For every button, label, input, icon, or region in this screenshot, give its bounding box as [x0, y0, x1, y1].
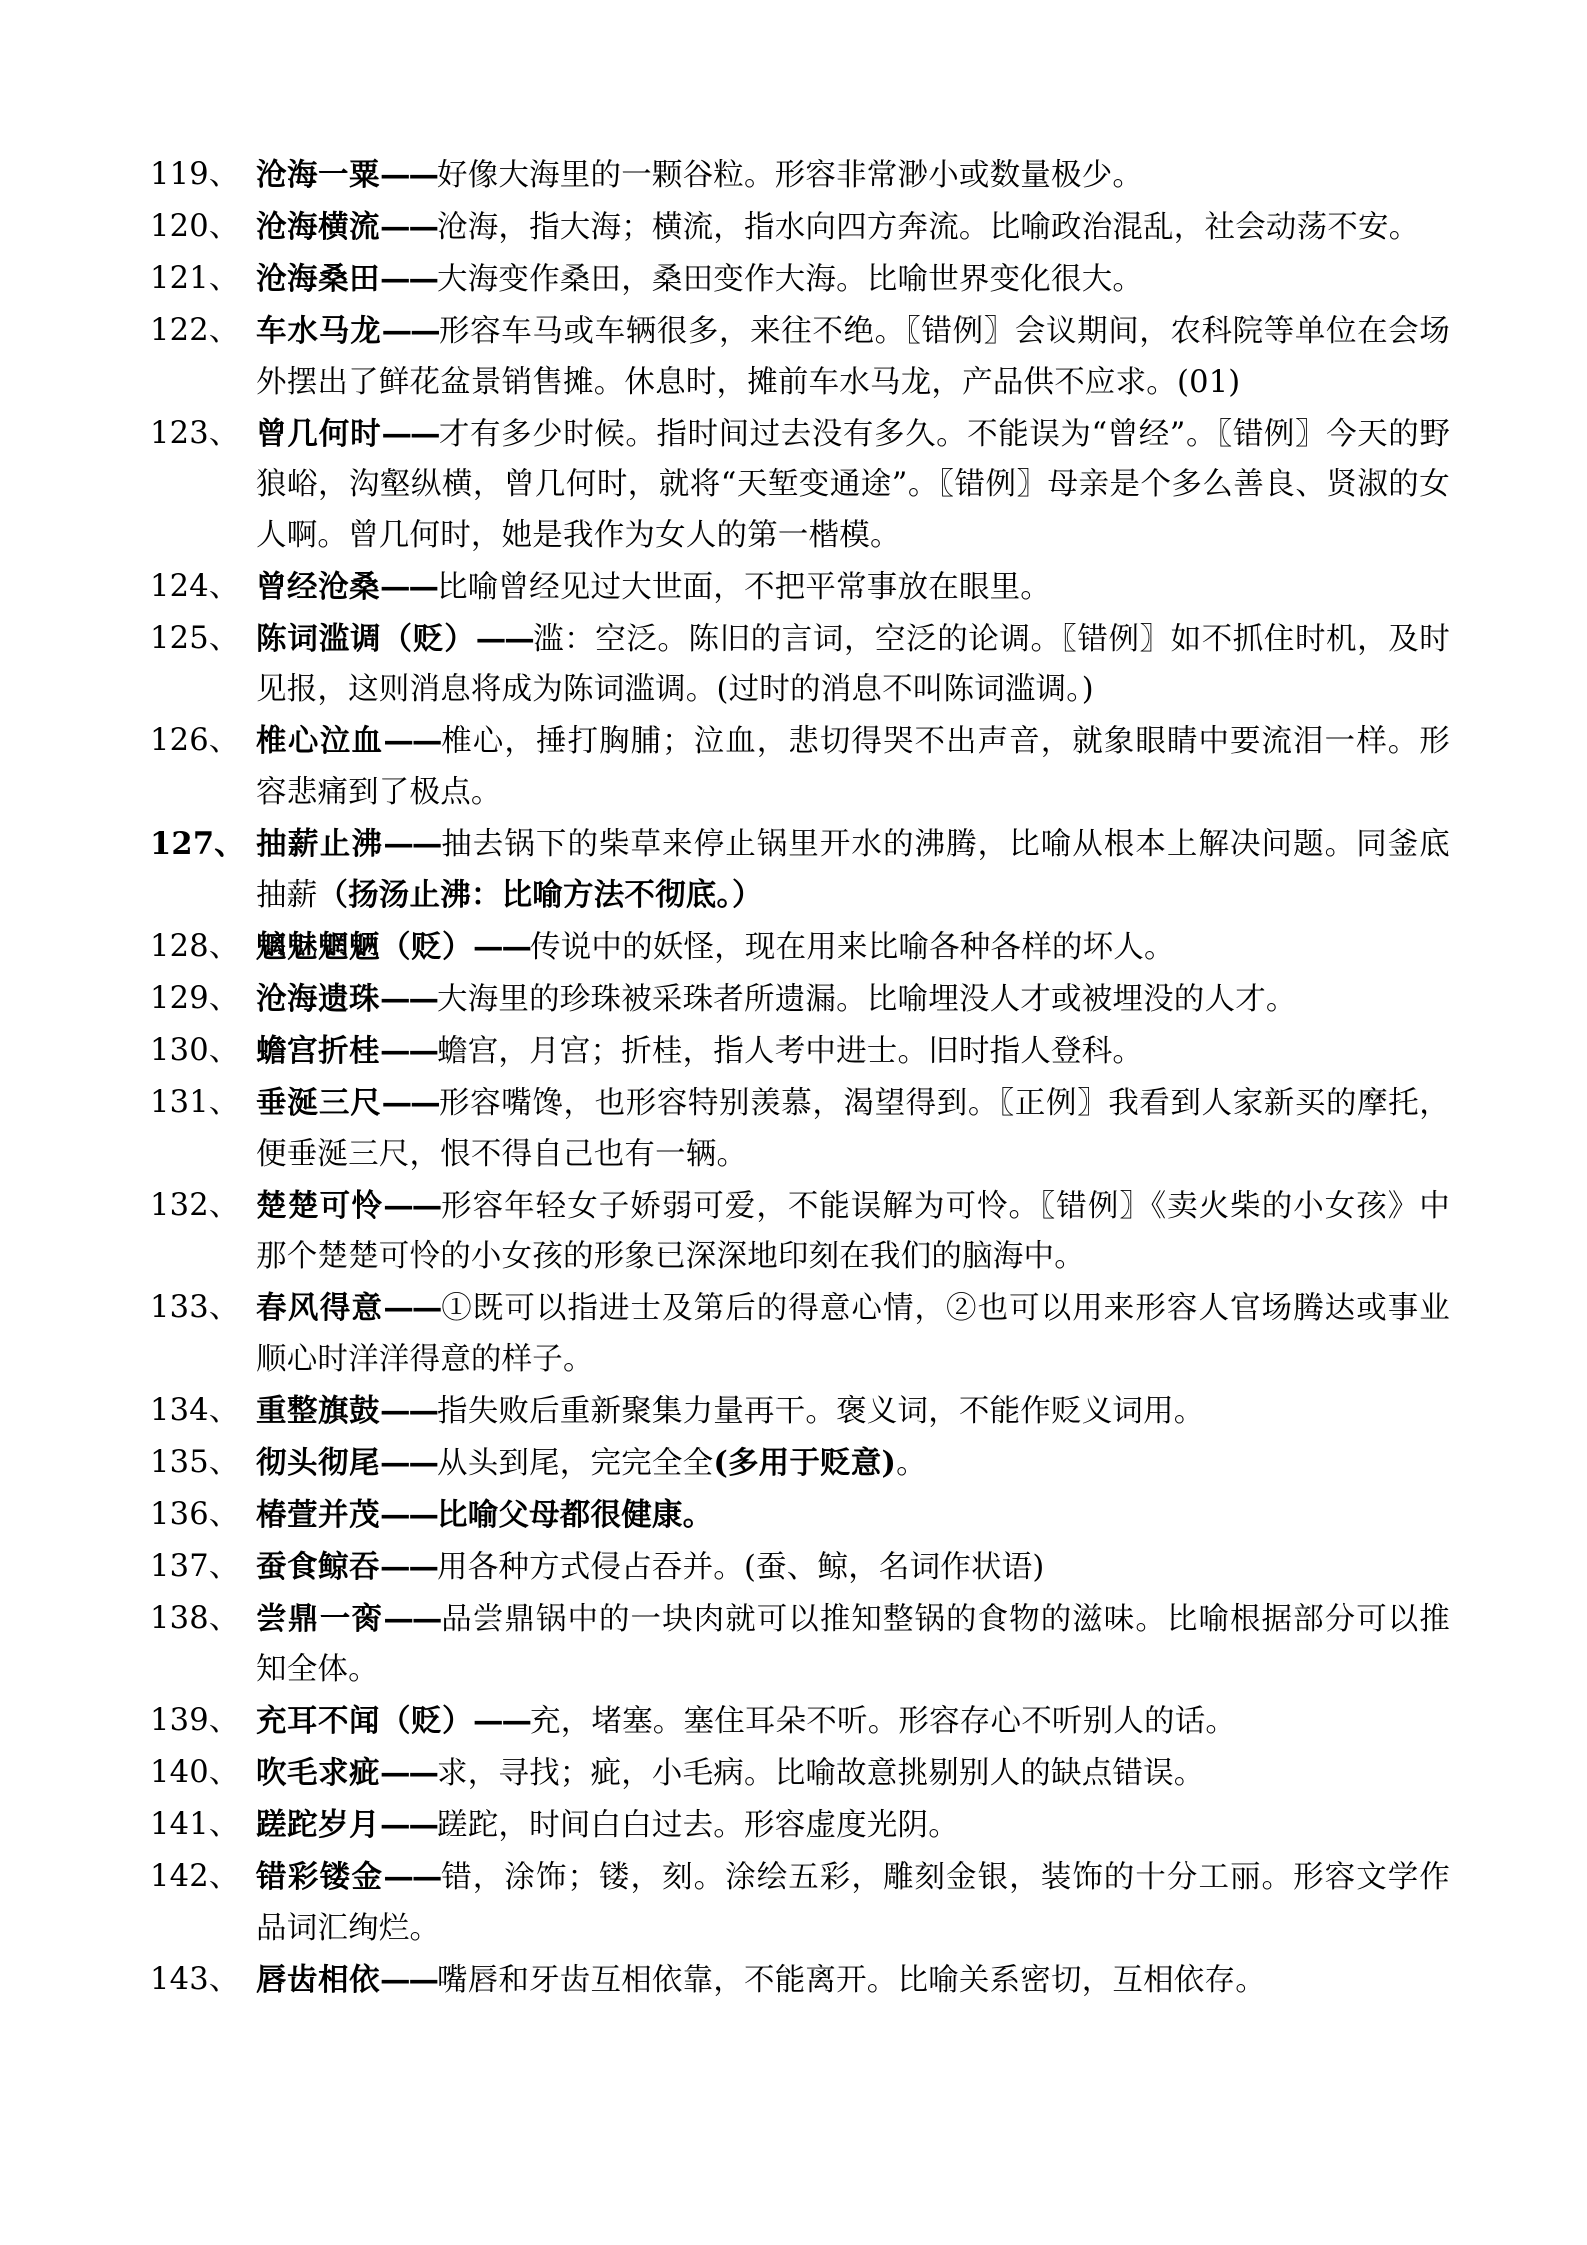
entry-number: 134、 — [150, 1392, 240, 1428]
idiom-entry — [150, 202, 1450, 254]
entry-number: 123、 — [150, 415, 240, 451]
idiom-entry — [150, 150, 1450, 202]
idiom-term: 垂涎三尺 — [256, 1085, 382, 1121]
idiom-entry — [150, 254, 1450, 306]
entry-number: 126、 — [150, 723, 240, 758]
idiom-gloss: 品尝鼎锅中的一块肉就可以推知整锅的食物的滋味。比喻根据部分可以推知全体。 — [256, 1601, 1450, 1687]
idiom-entry — [150, 1594, 1450, 1696]
idiom-gloss: 蟾宫，月宫；折桂，指人考中进士。旧时指人登科。 — [437, 1034, 1144, 1069]
idiom-term: 沧海桑田 — [256, 261, 380, 297]
idiom-entry — [150, 1955, 1450, 2007]
idiom-gloss: 充，堵塞。塞住耳朵不听。形容存心不听别人的话。 — [530, 1704, 1237, 1739]
entry-number: 120、 — [150, 209, 240, 244]
idiom-entry — [150, 1181, 1450, 1283]
idiom-gloss: 传说中的妖怪，现在用来比喻各种各样的坏人。 — [530, 930, 1175, 965]
idiom-entry-list — [150, 150, 1450, 2006]
entry-number: 119、 — [150, 157, 240, 192]
term-gloss-separator: —— — [381, 1085, 439, 1121]
idiom-term: 沧海横流 — [256, 209, 380, 245]
term-gloss-separator: —— — [473, 929, 530, 965]
idiom-gloss-segment: 抽去锅下的柴草来停止锅里开水的沸腾，比喻从根本上解决问题。同釜底抽薪 — [256, 826, 1450, 913]
idiom-term: 沧海一粟 — [256, 157, 380, 193]
idiom-entry — [150, 1748, 1450, 1800]
term-gloss-separator: —— — [380, 1807, 437, 1843]
idiom-term: 蚕食鲸吞 — [256, 1548, 380, 1585]
idiom-gloss: 大海里的珍珠被采珠者所遗漏。比喻埋没人才或被埋没的人才。 — [437, 982, 1297, 1017]
entry-number: 121、 — [150, 261, 240, 296]
idiom-entry — [150, 819, 1450, 922]
idiom-term: 重整旗鼓 — [256, 1392, 380, 1429]
idiom-term: 车水马龙 — [256, 313, 382, 349]
idiom-entry — [150, 716, 1450, 818]
idiom-entry — [150, 562, 1450, 614]
entry-number: 132、 — [150, 1187, 240, 1223]
idiom-entry — [150, 1800, 1450, 1852]
idiom-term: 椎心泣血 — [256, 723, 384, 759]
idiom-gloss: 形容年轻女子娇弱可爱，不能误解为可怜。〖错例〗《卖火柴的小女孩》中那个楚楚可怜的小女孩的形象已深深地印刻在我们的脑海中。 — [256, 1188, 1450, 1274]
idiom-gloss: 错，涂饰；镂，刻。涂绘五彩，雕刻金银，装饰的十分工丽。形容文学作品词汇绚烂。 — [256, 1860, 1450, 1946]
entry-number: 127、 — [150, 825, 245, 862]
idiom-entry — [150, 1542, 1450, 1594]
idiom-gloss: ①既可以指进士及第后的得意心情，②也可以用来形容人官场腾达或事业顺心时洋洋得意的样子。 — [256, 1291, 1450, 1377]
idiom-term: 椿萱并茂 — [256, 1496, 380, 1533]
idiom-term: 吹毛求疵 — [256, 1755, 380, 1791]
term-gloss-separator: —— — [380, 1755, 437, 1791]
entry-number: 133、 — [150, 1290, 240, 1325]
idiom-gloss: 沧海，指大海；横流，指水向四方奔流。比喻政治混乱，社会动荡不安。 — [437, 210, 1420, 245]
idiom-gloss-segment: 。 — [896, 1445, 927, 1481]
idiom-gloss: 形容车马或车辆很多，来往不绝。〖错例〗会议期间，农科院等单位在会场外摆出了鲜花盆景销售摊。休息时，摊前车水马龙，产品供不应求。(01) — [256, 314, 1450, 400]
term-gloss-separator: —— — [380, 1548, 437, 1585]
entry-number: 140、 — [150, 1755, 240, 1790]
idiom-entry — [150, 1078, 1450, 1180]
term-gloss-separator: —— — [473, 1703, 530, 1739]
idiom-term: 蟾宫折桂 — [256, 1033, 380, 1069]
term-gloss-separator: —— — [383, 723, 441, 759]
idiom-gloss: 好像大海里的一颗谷粒。形容非常渺小或数量极少。 — [437, 158, 1144, 193]
idiom-term: 错彩镂金 — [256, 1859, 384, 1895]
term-gloss-separator: —— — [383, 825, 441, 862]
entry-number: 142、 — [150, 1859, 240, 1894]
idiom-entry — [150, 1283, 1450, 1385]
idiom-gloss: 用各种方式侵占吞并。(蚕、鲸，名词作状语) — [437, 1549, 1045, 1585]
entry-number: 137、 — [150, 1548, 240, 1584]
term-gloss-separator: —— — [383, 1600, 441, 1637]
idiom-term: 唇齿相依 — [256, 1961, 380, 1998]
idiom-gloss: 滥：空泛。陈旧的言词，空泛的论调。〖错例〗如不抓住时机，及时见报，这则消息将成为陈词滥调。(过时的消息不叫陈词滥调。) — [256, 621, 1451, 707]
entry-number: 125、 — [150, 620, 240, 656]
entry-number: 124、 — [150, 568, 240, 604]
idiom-entry — [150, 1490, 1450, 1542]
term-gloss-separator: —— — [380, 981, 437, 1017]
idiom-entry — [150, 1696, 1450, 1748]
idiom-term: 抽薪止沸 — [256, 825, 384, 862]
entry-number: 129、 — [150, 981, 240, 1016]
term-gloss-separator: —— — [381, 415, 439, 452]
idiom-gloss: 蹉跎，时间白白过去。形容虚度光阴。 — [437, 1808, 959, 1843]
term-gloss-separator: —— — [380, 209, 437, 245]
idiom-term: 彻头彻尾 — [256, 1444, 380, 1481]
entry-number: 135、 — [150, 1444, 240, 1480]
idiom-term: 充耳不闻（贬） — [256, 1703, 473, 1739]
term-gloss-separator: —— — [380, 1496, 437, 1533]
idiom-term: 陈词滥调（贬） — [256, 620, 476, 657]
idiom-gloss: 大海变作桑田，桑田变作大海。比喻世界变化很大。 — [437, 262, 1144, 297]
entry-number: 130、 — [150, 1033, 240, 1068]
idiom-entry — [150, 409, 1450, 562]
idiom-entry — [150, 974, 1450, 1026]
term-gloss-separator: —— — [381, 313, 439, 349]
term-gloss-separator: —— — [383, 1859, 441, 1895]
idiom-gloss: 指失败后重新聚集力量再干。褒义词，不能作贬义词用。 — [437, 1393, 1205, 1429]
idiom-gloss: 求，寻找；疵，小毛病。比喻故意挑剔别人的缺点错误。 — [437, 1756, 1205, 1791]
idiom-entry — [150, 306, 1450, 408]
idiom-gloss-segment: (多用于贬意) — [713, 1444, 897, 1481]
term-gloss-separator: —— — [383, 1290, 441, 1326]
idiom-gloss-segment: （扬汤止沸：比喻方法不彻底。） — [317, 877, 763, 913]
term-gloss-separator: —— — [380, 1392, 437, 1429]
idiom-gloss: 比喻曾经见过大世面，不把平常事放在眼里。 — [437, 569, 1051, 605]
idiom-term: 楚楚可怜 — [256, 1187, 384, 1224]
term-gloss-separator: —— — [383, 1187, 441, 1224]
idiom-entry — [150, 614, 1450, 716]
entry-number: 139、 — [150, 1703, 240, 1738]
entry-number: 138、 — [150, 1600, 240, 1636]
entry-number: 131、 — [150, 1085, 240, 1120]
term-gloss-separator: —— — [380, 157, 437, 193]
idiom-term: 曾经沧桑 — [256, 568, 380, 605]
idiom-gloss: 椎心，捶打胸脯；泣血，悲切得哭不出声音，就象眼睛中要流泪一样。形容悲痛到了极点。 — [256, 724, 1450, 810]
entry-number: 143、 — [150, 1961, 240, 1997]
idiom-entry — [150, 1852, 1450, 1954]
entry-number: 128、 — [150, 929, 240, 964]
idiom-term: 魑魅魍魉（贬） — [256, 929, 473, 965]
term-gloss-separator: —— — [380, 261, 437, 297]
term-gloss-separator: —— — [380, 1444, 437, 1481]
idiom-entry — [150, 1026, 1450, 1078]
idiom-term: 曾几何时 — [256, 415, 382, 452]
idiom-term: 蹉跎岁月 — [256, 1807, 380, 1843]
idiom-entry — [150, 922, 1450, 974]
entry-number: 141、 — [150, 1807, 240, 1842]
idiom-gloss: 才有多少时候。指时间过去没有多久。不能误为“曾经”。〖错例〗今天的野狼峪，沟壑纵横，曾几何时，就将“天堑变通途”。〖错例〗母亲是个多么善良、贤淑的女人啊。曾几何时，她是我作为女人的第一楷模。 — [256, 416, 1451, 553]
term-gloss-separator: —— — [475, 620, 533, 657]
idiom-gloss: 比喻父母都很健康。 — [437, 1496, 714, 1533]
entry-number: 122、 — [150, 313, 240, 348]
entry-number: 136、 — [150, 1496, 240, 1532]
idiom-gloss: 嘴唇和牙齿互相依靠，不能离开。比喻关系密切，互相依存。 — [437, 1962, 1266, 1998]
term-gloss-separator: —— — [380, 1961, 437, 1998]
term-gloss-separator: —— — [380, 1033, 437, 1069]
idiom-term: 沧海遗珠 — [256, 981, 380, 1017]
idiom-gloss: 形容嘴馋，也形容特别羡慕，渴望得到。〖正例〗我看到人家新买的摩托，便垂涎三尺，恨不得自己也有一辆。 — [256, 1086, 1450, 1172]
idiom-term: 春风得意 — [256, 1290, 384, 1326]
idiom-gloss-segment: 从头到尾，完完全全 — [437, 1445, 714, 1481]
term-gloss-separator: —— — [380, 568, 437, 605]
idiom-entry — [150, 1386, 1450, 1438]
idiom-entry — [150, 1438, 1450, 1490]
idiom-term: 尝鼎一脔 — [256, 1600, 384, 1637]
